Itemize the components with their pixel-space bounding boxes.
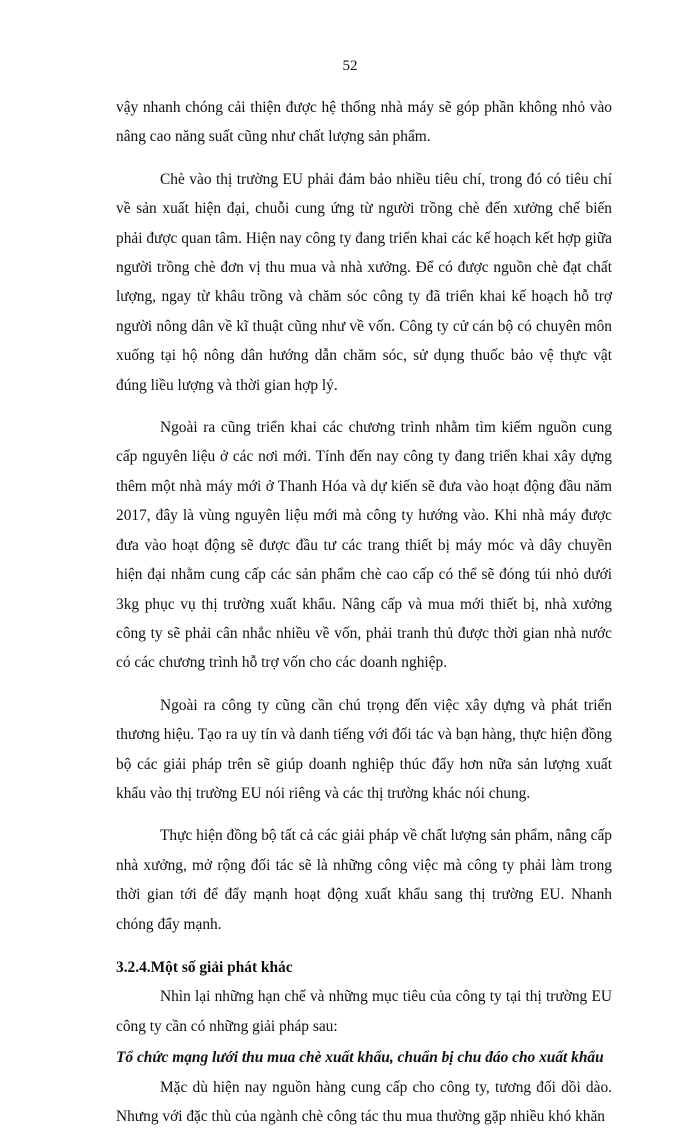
paragraph-supply-chain: Chè vào thị trường EU phải đảm bảo nhiều tiêu chí, trong đó có tiêu chí về sản xuất hiện đại, chuỗi cung ứng từ người trồng chè đến xưởng chế biến phải được quan tâm. Hiện nay công ty đang triển khai các kế hoạch kết hợp giữa người trồng chè đơn vị thu mua và nhà xưởng. Để có được nguồn chè đạt chất lượng, ngay từ khâu trồng và chăm sóc công ty đã triển khai kế hoạch hỗ trợ người nông dân về kĩ thuật cũng như về vốn. Công ty cử cán bộ có chuyên môn xuống tại hộ nông dân hướng dẫn chăm sóc, sử dụng thuốc bảo vệ thực vật đúng liều lượng và thời gian hợp lý.	[116, 170, 612, 394]
page-body	[116, 93, 612, 1131]
paragraph-synchronous-solutions: Thực hiện đồng bộ tất cả các giải pháp về chất lượng sản phẩm, nâng cấp nhà xưởng, mở rộng đối tác sẽ là những công việc mà công ty phải làm trong thời gian tới để đẩy mạnh hoạt động xuất khẩu sang thị trường EU. Nhanh chóng đẩy mạnh.	[116, 827, 612, 933]
paragraph-new-materials: Ngoài ra cũng triển khai các chương trình nhằm tìm kiếm nguồn cung cấp nguyên liệu ở các nơi mới. Tính đến nay công ty đang triển khai xây dựng thêm một nhà máy mới ở Thanh Hóa và dự kiến sẽ đưa vào hoạt động đầu năm 2017, đây là vùng nguyên liệu mới mà công ty hướng vào. Khi nhà máy được đưa vào hoạt động sẽ được đầu tư các trang thiết bị máy móc và dây chuyền hiện đại nhằm cung cấp các sản phẩm chè cao cấp có thể sẽ đóng túi nhỏ dưới 3kg phục vụ thị trường xuất khẩu. Nâng cấp và mua mới thiết bị, nhà xưởng công ty sẽ phải cân nhắc nhiều về vốn, phải tranh thủ được thời gian nhà nước có các chương trình hỗ trợ vốn cho các doanh nghiệp.	[116, 419, 612, 672]
page-number: 52	[342, 58, 358, 74]
subsection-heading: Tổ chức mạng lưới thu mua chè xuất khẩu, chuẩn bị chu đáo cho xuất khẩu	[116, 1049, 604, 1067]
paragraph-brand: Ngoài ra công ty cũng cần chú trọng đến việc xây dựng và phát triển thương hiệu. Tạo ra uy tín và danh tiếng với đối tác và bạn hàng, thực hiện đồng bộ các giải pháp trên sẽ giúp doanh nghiệp thúc đẩy hơn nữa sản lượng xuất khẩu vào thị trường EU nói riêng và các thị trường khác nói chung.	[116, 696, 612, 802]
paragraph-continuation: vậy nhanh chóng cải thiện được hệ thống nhà máy sẽ góp phần không nhỏ vào nâng cao năng suất cũng như chất lượng sản phẩm.	[116, 99, 612, 146]
section-intro: Nhìn lại những hạn chế và những mục tiêu của công ty tại thị trường EU công ty cần có những giải pháp sau:	[116, 988, 612, 1035]
paragraph-final: Mặc dù hiện nay nguồn hàng cung cấp cho công ty, tương đối dồi dào. Nhưng với đặc thù của ngành chè công tác thu mua thường gặp nhiều khó khăn	[116, 1078, 612, 1125]
section-heading: 3.2.4.Một số giải phát khác	[116, 958, 293, 976]
